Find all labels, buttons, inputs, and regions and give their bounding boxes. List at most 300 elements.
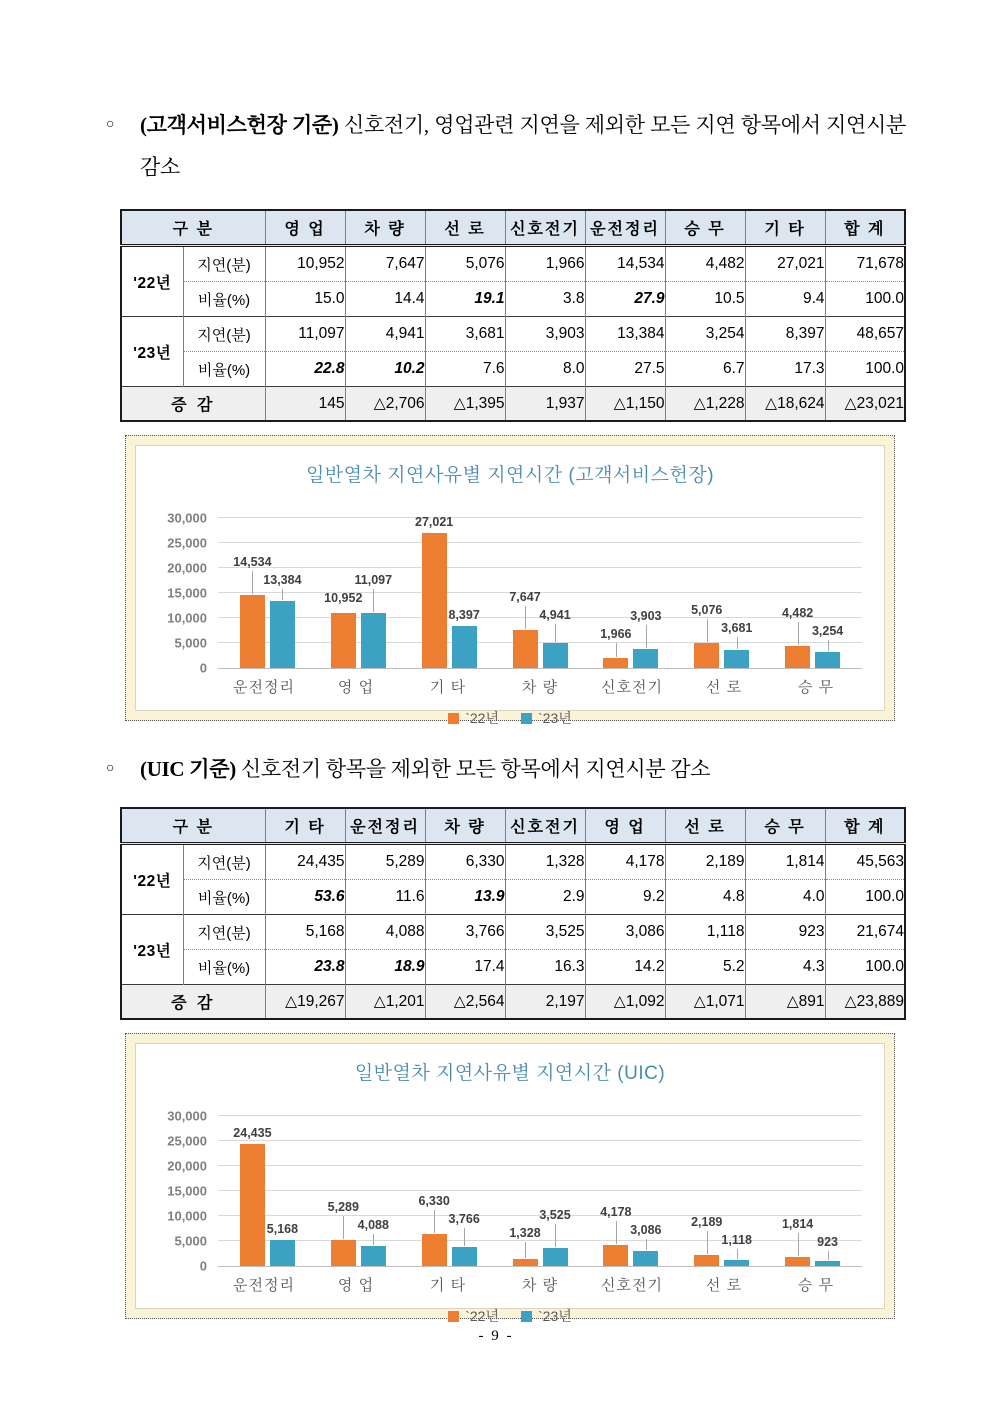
- value-cell: 17.3: [745, 352, 825, 387]
- category-label: 영 업: [337, 1277, 375, 1294]
- label-leader-line: [434, 1210, 435, 1233]
- bar-data-label: 4,178: [600, 1205, 632, 1220]
- value-cell: 3,086: [585, 915, 665, 950]
- value-cell: 14.2: [585, 950, 665, 985]
- bar-2023: [815, 1261, 840, 1266]
- value-cell: 1,966: [505, 246, 585, 282]
- chart-legend: [136, 1306, 884, 1326]
- label-leader-line: [828, 640, 829, 651]
- value-cell: 9.4: [745, 282, 825, 317]
- bar-group: [676, 1215, 767, 1266]
- label-leader-line: [737, 637, 738, 649]
- column-header: 합 계: [825, 210, 905, 246]
- table-body: [121, 844, 905, 1020]
- header-row: [121, 210, 905, 246]
- page-number: - 9 -: [478, 1328, 514, 1344]
- bar-2023: [361, 1246, 386, 1266]
- bar-2023: [452, 1247, 477, 1266]
- corner-header: 구 분: [121, 808, 265, 844]
- row-label-cell: 지연(분): [183, 844, 265, 880]
- value-cell: 7.6: [425, 352, 505, 387]
- category-label: 기 타: [429, 1277, 467, 1294]
- value-cell: 5,289: [345, 844, 425, 880]
- row-label-cell: 지연(분): [183, 246, 265, 282]
- y-axis-tick-label: 20,000: [167, 560, 207, 576]
- category-label: 신호전기: [601, 679, 663, 696]
- value-cell: 19.1: [425, 282, 505, 317]
- category-label: 선 로: [705, 1277, 743, 1294]
- bar-data-label: 923: [817, 1234, 839, 1249]
- legend-item: [448, 1306, 499, 1326]
- bar-2023-wrap: [815, 1234, 840, 1266]
- bar-groups: [218, 1116, 862, 1266]
- bar-2022-wrap: [600, 626, 632, 668]
- label-leader-line: [252, 571, 253, 594]
- table-row: [121, 282, 905, 317]
- bar-2022: [694, 1255, 719, 1266]
- value-cell: 53.6: [265, 880, 345, 915]
- value-cell: 23.8: [265, 950, 345, 985]
- label-leader-line: [373, 589, 374, 612]
- label-leader-line: [373, 1234, 374, 1245]
- category-label: 기 타: [429, 679, 467, 696]
- bar-2022-wrap: [418, 1194, 450, 1266]
- delta-value-cell: △23,889: [825, 985, 905, 1020]
- chart-plot-area: [167, 1108, 862, 1274]
- bar-2022-wrap: [324, 590, 363, 668]
- y-axis-tick-label: 15,000: [167, 1183, 207, 1199]
- y-axis-tick-label: 5,000: [174, 1233, 207, 1249]
- value-cell: 3,903: [505, 317, 585, 352]
- bar-data-label: 6,330: [418, 1194, 450, 1209]
- delta-value-cell: △1,228: [665, 387, 745, 422]
- chart-plot-area: [167, 510, 862, 676]
- table-row: [121, 950, 905, 985]
- section-heading: [104, 104, 906, 188]
- value-cell: 13.9: [425, 880, 505, 915]
- label-leader-line: [646, 1239, 647, 1249]
- value-cell: 16.3: [505, 950, 585, 985]
- table-body: [121, 246, 905, 422]
- y-axis-tick-label: 10,000: [167, 610, 207, 626]
- bar-data-label: 3,525: [539, 1208, 571, 1223]
- bar-group: [495, 1208, 586, 1266]
- bar-2022-wrap: [781, 1216, 814, 1266]
- value-cell: 2,189: [665, 844, 745, 880]
- bar-2023-wrap: [811, 623, 844, 668]
- chart-frame-uic: [125, 1033, 895, 1324]
- bar-2023: [543, 643, 568, 668]
- value-cell: 100.0: [825, 880, 905, 915]
- category-axis: [218, 676, 862, 697]
- bar-group: [404, 514, 495, 668]
- bar-2023: [361, 613, 386, 668]
- heading-bold-text: (고객서비스헌장 기준): [140, 113, 339, 137]
- bar-data-label: 8,397: [448, 608, 480, 623]
- category-label: 승 무: [797, 1277, 835, 1294]
- label-leader-line: [282, 589, 283, 600]
- column-header: 신호전기: [505, 210, 585, 246]
- value-cell: 18.9: [345, 950, 425, 985]
- category-label: 차 량: [521, 1277, 559, 1294]
- data-table: [120, 209, 906, 422]
- legend-label: `23년: [538, 710, 572, 726]
- legend-label: `22년: [465, 1308, 499, 1324]
- value-cell: 3,766: [425, 915, 505, 950]
- y-axis-tick-label: 5,000: [174, 635, 207, 651]
- bullet-circle-icon: ○: [106, 761, 115, 776]
- label-leader-line: [798, 1233, 799, 1256]
- row-label-cell: 지연(분): [183, 317, 265, 352]
- bar-2023-wrap: [721, 620, 753, 668]
- value-cell: 4.3: [745, 950, 825, 985]
- y-axis-tick-label: 10,000: [167, 1208, 207, 1224]
- legend-item: [521, 1306, 572, 1326]
- legend-swatch-2022-icon: [448, 1311, 459, 1322]
- bar-data-label: 3,254: [811, 623, 844, 638]
- bar-2023-wrap: [448, 608, 480, 668]
- legend-label: `22년: [465, 710, 499, 726]
- delay-table-uic: [120, 807, 906, 1020]
- bar-2022-wrap: [691, 1215, 723, 1266]
- delta-value-cell: △891: [745, 985, 825, 1020]
- bar-data-label: 3,903: [630, 608, 662, 623]
- bar-data-label: 27,021: [415, 514, 454, 529]
- row-label-cell: 비율(%): [183, 950, 265, 985]
- table-row: [121, 317, 905, 352]
- bar-data-label: 1,118: [721, 1233, 753, 1248]
- table-row: [121, 844, 905, 880]
- bar-data-label: 1,328: [509, 1226, 541, 1241]
- row-label-cell: 비율(%): [183, 352, 265, 387]
- bar-2022: [240, 595, 265, 668]
- bullet-circle-icon: ○: [106, 117, 115, 132]
- legend-item: [521, 708, 572, 728]
- bar-data-label: 4,941: [539, 607, 571, 622]
- y-axis-tick-label: 0: [199, 1258, 207, 1274]
- label-leader-line: [555, 624, 556, 643]
- bar-2022: [785, 1257, 810, 1266]
- bar-2023-wrap: [539, 1208, 571, 1266]
- delay-chart-charter: [135, 445, 885, 726]
- value-cell: 100.0: [825, 950, 905, 985]
- column-header: 영 업: [265, 210, 345, 246]
- bar-2022: [331, 1240, 356, 1266]
- chart-title: 일반열차 지연사유별 지연시간 (UIC): [354, 1063, 666, 1084]
- table-row: [121, 246, 905, 282]
- page-content: [106, 104, 906, 1324]
- value-cell: 1,118: [665, 915, 745, 950]
- bar-2022-wrap: [233, 555, 272, 668]
- bar-data-label: 3,766: [448, 1212, 480, 1227]
- label-leader-line: [707, 619, 708, 642]
- bar-2023: [633, 649, 658, 669]
- bar-2023: [724, 650, 749, 668]
- chart-frame-charter: [125, 435, 895, 726]
- bar-data-label: 5,289: [327, 1199, 359, 1214]
- legend-swatch-2023-icon: [521, 1311, 532, 1322]
- bar-2022-wrap: [233, 1125, 272, 1266]
- section-uic: [106, 748, 906, 1324]
- bar-data-label: 3,086: [630, 1223, 662, 1238]
- bar-data-label: 4,088: [357, 1217, 389, 1232]
- bar-data-label: 3,681: [721, 620, 753, 635]
- value-cell: 10,952: [265, 246, 345, 282]
- label-leader-line: [616, 643, 617, 658]
- delta-value-cell: △2,564: [425, 985, 505, 1020]
- row-label-cell: 비율(%): [183, 282, 265, 317]
- value-cell: 4,941: [345, 317, 425, 352]
- section-customer-service-charter: [106, 104, 906, 726]
- value-cell: 9.2: [585, 880, 665, 915]
- bar-2023: [270, 601, 295, 668]
- value-cell: 100.0: [825, 282, 905, 317]
- chart-title: 일반열차 지연사유별 지연시간 (고객서비스헌장): [305, 465, 715, 486]
- category-label: 영 업: [337, 679, 375, 696]
- section-heading: [104, 748, 906, 790]
- label-leader-line: [525, 1242, 526, 1258]
- column-header: 운전정리: [345, 808, 425, 844]
- delta-row: [121, 387, 905, 422]
- bar-2022-wrap: [509, 589, 541, 668]
- delta-value-cell: △1,201: [345, 985, 425, 1020]
- value-cell: 5.2: [665, 950, 745, 985]
- row-label-cell: 비율(%): [183, 880, 265, 915]
- value-cell: 48,657: [825, 317, 905, 352]
- delta-value-cell: △1,395: [425, 387, 505, 422]
- value-cell: 14.4: [345, 282, 425, 317]
- legend-swatch-2023-icon: [521, 713, 532, 724]
- value-cell: 10.5: [665, 282, 745, 317]
- value-cell: 27,021: [745, 246, 825, 282]
- heading-text: [140, 748, 906, 790]
- value-cell: 22.8: [265, 352, 345, 387]
- bar-group: [676, 602, 767, 668]
- bar-data-label: 10,952: [324, 590, 363, 605]
- bar-2023: [543, 1248, 568, 1266]
- table-row: [121, 880, 905, 915]
- bar-2022-wrap: [600, 1205, 632, 1266]
- column-header: 선 로: [665, 808, 745, 844]
- value-cell: 27.5: [585, 352, 665, 387]
- bar-group: [495, 589, 586, 668]
- bar-data-label: 24,435: [233, 1125, 272, 1140]
- category-axis: [218, 1274, 862, 1295]
- category-label: 선 로: [705, 679, 743, 696]
- category-label: 승 무: [797, 679, 835, 696]
- category-label: 운전정리: [233, 1277, 295, 1294]
- value-cell: 11.6: [345, 880, 425, 915]
- legend-swatch-2022-icon: [448, 713, 459, 724]
- row-label-cell: 지연(분): [183, 915, 265, 950]
- column-header: 기 타: [265, 808, 345, 844]
- bar-data-label: 2,189: [691, 1215, 723, 1230]
- legend-label: `23년: [538, 1308, 572, 1324]
- table-row: [121, 352, 905, 387]
- bar-2022: [422, 1234, 447, 1266]
- value-cell: 4.0: [745, 880, 825, 915]
- label-leader-line: [798, 622, 799, 645]
- delta-label-cell: 증 감: [121, 985, 265, 1020]
- column-header: 신호전기: [505, 808, 585, 844]
- value-cell: 3,525: [505, 915, 585, 950]
- label-leader-line: [646, 625, 647, 648]
- value-cell: 100.0: [825, 352, 905, 387]
- y-axis-tick-label: 0: [199, 660, 207, 676]
- bar-data-label: 5,076: [691, 602, 723, 617]
- column-header: 영 업: [585, 808, 665, 844]
- column-header: 기 타: [745, 210, 825, 246]
- y-axis-tick-label: 15,000: [167, 585, 207, 601]
- value-cell: 13,384: [585, 317, 665, 352]
- value-cell: 4,482: [665, 246, 745, 282]
- bar-2022: [422, 533, 447, 668]
- delta-value-cell: △1,071: [665, 985, 745, 1020]
- column-header: 차 량: [425, 808, 505, 844]
- chart-legend: [136, 708, 884, 728]
- year-cell: '23년: [121, 915, 183, 985]
- delay-chart-uic: [135, 1043, 885, 1324]
- value-cell: 6.7: [665, 352, 745, 387]
- bar-group: [585, 608, 676, 669]
- bar-2023: [815, 652, 840, 668]
- category-label: 신호전기: [601, 1277, 663, 1294]
- value-cell: 1,814: [745, 844, 825, 880]
- bar-data-label: 5,168: [266, 1222, 299, 1237]
- value-cell: 3.8: [505, 282, 585, 317]
- bar-group: [222, 1125, 313, 1266]
- value-cell: 45,563: [825, 844, 905, 880]
- legend-item: [448, 708, 499, 728]
- value-cell: 3,681: [425, 317, 505, 352]
- delta-value-cell: △1,092: [585, 985, 665, 1020]
- value-cell: 1,328: [505, 844, 585, 880]
- value-cell: 8.0: [505, 352, 585, 387]
- y-axis-tick-label: 30,000: [167, 510, 207, 526]
- bar-group: [404, 1194, 495, 1266]
- year-cell: '22년: [121, 246, 183, 317]
- label-leader-line: [828, 1251, 829, 1260]
- value-cell: 7,647: [345, 246, 425, 282]
- column-header: 차 량: [345, 210, 425, 246]
- bar-2023-wrap: [266, 1222, 299, 1266]
- column-header: 승 무: [745, 808, 825, 844]
- delay-table-charter: [120, 209, 906, 422]
- delta-value-cell: △19,267: [265, 985, 345, 1020]
- category-label: 차 량: [521, 679, 559, 696]
- bar-2022: [603, 658, 628, 668]
- delta-value-cell: 145: [265, 387, 345, 422]
- category-label: 운전정리: [233, 679, 295, 696]
- y-axis-tick-label: 25,000: [167, 1133, 207, 1149]
- bar-2023: [724, 1260, 749, 1266]
- heading-bold-text: (UIC 기준): [140, 757, 236, 781]
- value-cell: 14,534: [585, 246, 665, 282]
- label-leader-line: [707, 1231, 708, 1254]
- value-cell: 5,076: [425, 246, 505, 282]
- bar-2023-wrap: [263, 573, 302, 668]
- bar-2023: [452, 626, 477, 668]
- value-cell: 15.0: [265, 282, 345, 317]
- value-cell: 4.8: [665, 880, 745, 915]
- bar-2022-wrap: [509, 1226, 541, 1266]
- heading-text: [140, 104, 906, 188]
- bar-group: [767, 1216, 858, 1266]
- table-head: [121, 210, 905, 246]
- bar-2022: [513, 1259, 538, 1266]
- y-axis-tick-label: 30,000: [167, 1108, 207, 1124]
- value-cell: 6,330: [425, 844, 505, 880]
- corner-header: 구 분: [121, 210, 265, 246]
- bar-2023-wrap: [630, 1223, 662, 1266]
- year-cell: '23년: [121, 317, 183, 387]
- data-table: [120, 807, 906, 1020]
- value-cell: 4,178: [585, 844, 665, 880]
- bar-group: [585, 1205, 676, 1266]
- bar-2022: [240, 1144, 265, 1266]
- delta-value-cell: 2,197: [505, 985, 585, 1020]
- label-leader-line: [737, 1249, 738, 1259]
- bar-data-label: 7,647: [509, 589, 541, 604]
- value-cell: 21,674: [825, 915, 905, 950]
- column-header: 합 계: [825, 808, 905, 844]
- label-leader-line: [343, 1216, 344, 1239]
- y-axis-tick-label: 20,000: [167, 1158, 207, 1174]
- bar-2023-wrap: [357, 1217, 389, 1266]
- column-header: 승 무: [665, 210, 745, 246]
- label-leader-line: [525, 606, 526, 629]
- label-leader-line: [555, 1224, 556, 1247]
- value-cell: 3,254: [665, 317, 745, 352]
- bar-2022-wrap: [691, 602, 723, 668]
- bar-data-label: 1,814: [781, 1216, 814, 1231]
- bar-2022-wrap: [415, 514, 454, 668]
- bar-2023-wrap: [448, 1212, 480, 1266]
- bar-2022-wrap: [781, 605, 814, 668]
- bar-data-label: 1,966: [600, 626, 632, 641]
- delta-label-cell: 증 감: [121, 387, 265, 422]
- table-head: [121, 808, 905, 844]
- bar-groups: [218, 514, 862, 668]
- value-cell: 17.4: [425, 950, 505, 985]
- value-cell: 71,678: [825, 246, 905, 282]
- delta-value-cell: △18,624: [745, 387, 825, 422]
- bar-2023: [633, 1251, 658, 1266]
- value-cell: 24,435: [265, 844, 345, 880]
- bar-2023-wrap: [539, 607, 571, 668]
- delta-value-cell: △23,021: [825, 387, 905, 422]
- bar-2022-wrap: [327, 1199, 359, 1266]
- table-row: [121, 915, 905, 950]
- delta-value-cell: 1,937: [505, 387, 585, 422]
- bar-2023: [270, 1240, 295, 1266]
- bar-2022: [331, 613, 356, 668]
- y-axis-tick-label: 25,000: [167, 535, 207, 551]
- bar-data-label: 14,534: [233, 555, 272, 570]
- bar-data-label: 4,482: [781, 605, 814, 620]
- bar-data-label: 11,097: [354, 572, 393, 587]
- heading-rest-text: 신호전기, 영업관련 지연을 제외한 모든 지연 항목에서 지연시분 감소: [140, 113, 906, 179]
- label-leader-line: [464, 1228, 465, 1246]
- column-header: 선 로: [425, 210, 505, 246]
- value-cell: 5,168: [265, 915, 345, 950]
- label-leader-line: [616, 1221, 617, 1244]
- value-cell: 10.2: [345, 352, 425, 387]
- delta-value-cell: △2,706: [345, 387, 425, 422]
- value-cell: 923: [745, 915, 825, 950]
- bar-2023-wrap: [721, 1233, 753, 1266]
- bar-group: [767, 605, 858, 668]
